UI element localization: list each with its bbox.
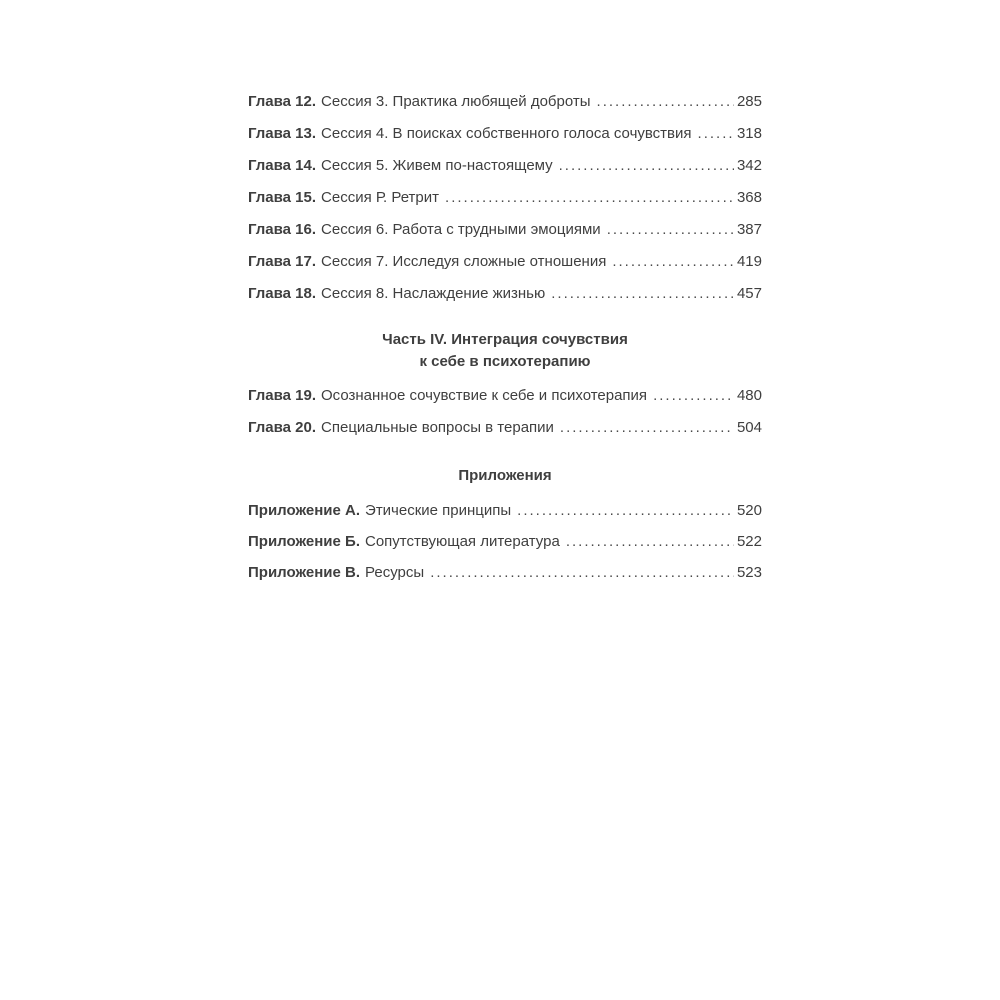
dot-leader — [698, 124, 734, 144]
entry-page-number: 480 — [736, 387, 762, 404]
toc-chapters-group-1 — [248, 92, 762, 316]
dot-leader — [445, 188, 734, 208]
dot-leader — [517, 501, 734, 521]
entry-title: Сессия 7. Исследуя сложные отношения — [321, 253, 607, 270]
entry-title: Сессия 3. Практика любящей доброты — [321, 93, 591, 110]
toc-entry-chapter-18 — [248, 284, 762, 316]
entry-title: Сессия 8. Наслаждение жизнью — [321, 285, 546, 302]
toc-entry-chapter-14 — [248, 156, 762, 188]
entry-title: Этические принципы — [365, 502, 512, 519]
entry-label: Приложение Б. — [248, 533, 360, 550]
entry-title: Ресурсы — [365, 564, 425, 581]
dot-leader — [612, 252, 734, 272]
entry-title: Сессия 4. В поисках собственного голоса сочувствия — [321, 125, 692, 142]
entry-label: Глава 14. — [248, 157, 317, 174]
appendices-heading: Приложения — [458, 467, 552, 484]
entry-label: Приложение А. — [248, 502, 361, 519]
toc-entry-chapter-17 — [248, 252, 762, 284]
dot-leader — [607, 220, 734, 240]
dot-leader — [566, 532, 734, 552]
entry-page-number: 504 — [736, 419, 762, 436]
entry-page-number: 523 — [736, 564, 762, 581]
toc-entry-chapter-19 — [248, 386, 762, 418]
toc-entry-appendix-c — [248, 563, 762, 594]
dot-leader — [560, 418, 734, 438]
entry-label: Глава 20. — [248, 419, 317, 436]
toc-entry-chapter-20 — [248, 418, 762, 450]
entry-label: Глава 17. — [248, 253, 317, 270]
dot-leader — [551, 284, 734, 304]
toc-entry-chapter-13 — [248, 124, 762, 156]
part-4-heading-line-2: к себе в психотерапию — [419, 353, 591, 370]
entry-page-number: 522 — [736, 533, 762, 550]
entry-title: Сопутствующая литература — [364, 533, 560, 550]
entry-label: Глава 13. — [248, 125, 317, 142]
entry-title: Сессия Р. Ретрит — [321, 189, 440, 206]
entry-label: Глава 19. — [248, 387, 317, 404]
dot-leader — [597, 92, 734, 112]
entry-page-number: 285 — [736, 93, 762, 110]
entry-page-number: 368 — [736, 189, 762, 206]
part-4-heading-line-1: Часть IV. Интеграция сочувствия — [382, 331, 628, 348]
entry-page-number: 318 — [736, 125, 762, 142]
entry-page-number: 419 — [736, 253, 762, 270]
toc-entry-chapter-15 — [248, 188, 762, 220]
entry-page-number: 387 — [736, 221, 762, 238]
entry-label: Глава 12. — [248, 93, 317, 110]
entry-page-number: 520 — [736, 502, 762, 519]
toc-entry-chapter-12 — [248, 92, 762, 124]
toc-entry-chapter-16 — [248, 220, 762, 252]
entry-title: Осознанное сочувствие к себе и психотерапия — [321, 387, 648, 404]
entry-title: Специальные вопросы в терапии — [321, 419, 554, 436]
dot-leader — [430, 563, 734, 583]
entry-title: Сессия 5. Живем по-настоящему — [321, 157, 553, 174]
entry-label: Глава 15. — [248, 189, 317, 206]
dot-leader — [559, 156, 734, 176]
entry-page-number: 457 — [736, 285, 762, 302]
entry-title: Сессия 6. Работа с трудными эмоциями — [321, 221, 601, 238]
part-4-heading — [248, 330, 762, 372]
entry-label: Глава 18. — [248, 285, 317, 302]
toc-entry-appendix-a — [248, 501, 762, 532]
entry-label: Глава 16. — [248, 221, 317, 238]
entry-label: Приложение В. — [248, 564, 361, 581]
toc-entry-appendix-b — [248, 532, 762, 563]
toc-chapters-group-2 — [248, 386, 762, 450]
dot-leader — [653, 386, 734, 406]
entry-page-number: 342 — [736, 157, 762, 174]
toc-appendices-group — [248, 501, 762, 594]
